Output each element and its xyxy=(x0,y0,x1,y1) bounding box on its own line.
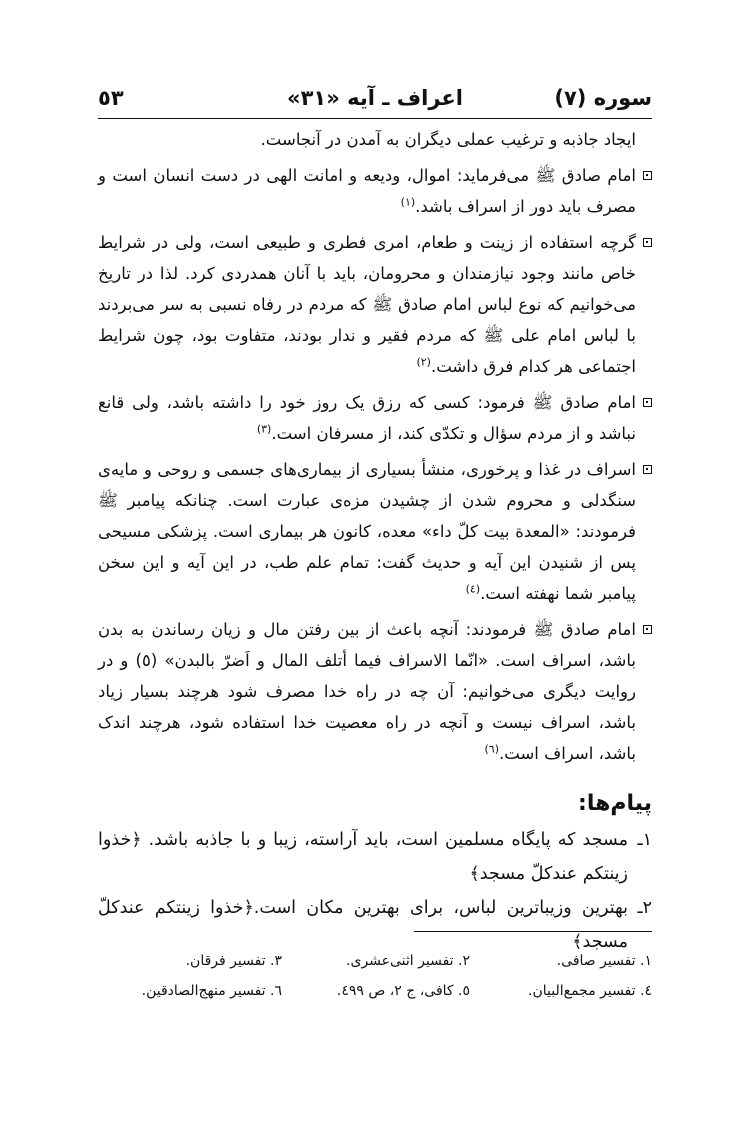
sura-title: سوره (٧) xyxy=(554,86,652,110)
footnote: ١. تفسیر صافی. xyxy=(556,953,652,969)
paragraph-text: امام صادق ﷺ فرمودند: آنچه باعث از بین رفتن مال و زیان رساندن به بدن باشد، اسراف است. «انّما الاسراف فیما أتلف المال و اَضرّ بالبدن» (٥) و در روایت دیگری می‌خوانیم: آن چه در راه خدا مصرف شود هرچند بسیار زیاد باشد، اسراف نیست و آنچه در راه معصیت خدا استفاده شود، هرچند اندک باشد، اسراف است. xyxy=(98,620,636,763)
paragraph xyxy=(98,387,652,449)
paragraph xyxy=(98,124,652,155)
page-header xyxy=(98,84,652,114)
square-bullet-icon xyxy=(643,238,652,247)
message-number: ٢ـ xyxy=(637,898,652,918)
message-text: بهترین وزیباترین لباس، برای بهترین مکان است.﴿خذوا زینتکم عندکلّ مسجد﴾ xyxy=(98,898,628,952)
square-bullet-icon xyxy=(643,465,652,474)
paragraph-text: امام صادق ﷺ فرمود: کسی که رزق یک روز خود را داشته باشد، ولی قانع نباشد و از مردم سؤال و تکدّی کند، از مسرفان است. xyxy=(98,393,636,443)
header-divider xyxy=(98,118,652,119)
paragraph xyxy=(98,160,652,222)
footnote-ref: (٤) xyxy=(465,582,481,596)
footnote: ٤. تفسیر مجمع‌البیان. xyxy=(528,983,652,999)
footnote-divider xyxy=(414,931,652,932)
paragraph-text: ایجاد جاذبه و ترغیب عملی دیگران به آمدن در آنجاست. xyxy=(260,130,636,149)
paragraph xyxy=(98,454,652,609)
page-body xyxy=(98,124,652,959)
footnote: ٦. تفسیر منهج‌الصادقین. xyxy=(141,983,282,999)
ayah-title: اعراف ـ آیه «٣١» xyxy=(287,86,463,110)
square-bullet-icon xyxy=(643,625,652,634)
message-item xyxy=(98,891,652,959)
paragraph xyxy=(98,227,652,382)
page-number: ٥٣ xyxy=(98,86,124,110)
paragraph xyxy=(98,614,652,769)
footnote: ٥. کافی، ج ٢، ص ٤٩٩. xyxy=(336,983,470,999)
square-bullet-icon xyxy=(643,398,652,407)
footnote-row xyxy=(140,983,652,1013)
footnote-row xyxy=(140,953,652,983)
footnote-ref: (٣) xyxy=(256,422,272,436)
footnote: ٢. تفسیر اثنی‌عشری. xyxy=(346,953,470,969)
footnote-ref: (٦) xyxy=(484,742,500,756)
message-item xyxy=(98,823,652,891)
paragraph-text: امام صادق ﷺ می‌فرماید: اموال، ودیعه و امانت الهی در دست انسان است و مصرف باید دور از اسراف باشد. xyxy=(98,166,636,216)
message-text: مسجد که پایگاه مسلمین است، باید آراسته، زیبا و با جاذبه باشد. ﴿خذوا زینتکم عندکلّ مسجد﴾ xyxy=(98,830,628,884)
paragraph-text: گرچه استفاده از زینت و طعام، امری فطری و طبیعی است، ولی در شرایط خاص مانند وجود نیازمندان و محرومان، باید با آنان همدردی کرد. لذا در تاریخ می‌خوانیم که نوع لباس امام صادق ﷺ که مردم در رفاه نسبی به سر می‌بردند با لباس امام علی ﷺ که مردم فقیر و ندار بودند، متفاوت بود، چون شرایط اجتماعی هر کدام فرق داشت. xyxy=(98,233,636,376)
paragraph-text: اسراف در غذا و پرخوری، منشأ بسیاری از بیماری‌های جسمی و روحی و مایه‌ی سنگدلی و محروم شدن از چشیدن مزه‌ی عبارت است. چنانکه پیامبر ﷺ فرمودند: «المعدة بیت کلّ داء» معده، کانون هر بیماری است. پزشکی مسیحی پس از شنیدن این آیه و حدیث گفت: تمام علم طب، در این آیه و این سخن پیامبر شما نهفته است. xyxy=(98,460,636,603)
footnote: ٣. تفسیر فرقان. xyxy=(185,953,282,969)
footnote-ref: (٢) xyxy=(416,355,431,369)
square-bullet-icon xyxy=(643,171,652,180)
footnote-ref: (١) xyxy=(400,195,416,209)
messages-heading: پیام‌ها: xyxy=(578,791,652,816)
message-number: ١ـ xyxy=(637,830,652,850)
